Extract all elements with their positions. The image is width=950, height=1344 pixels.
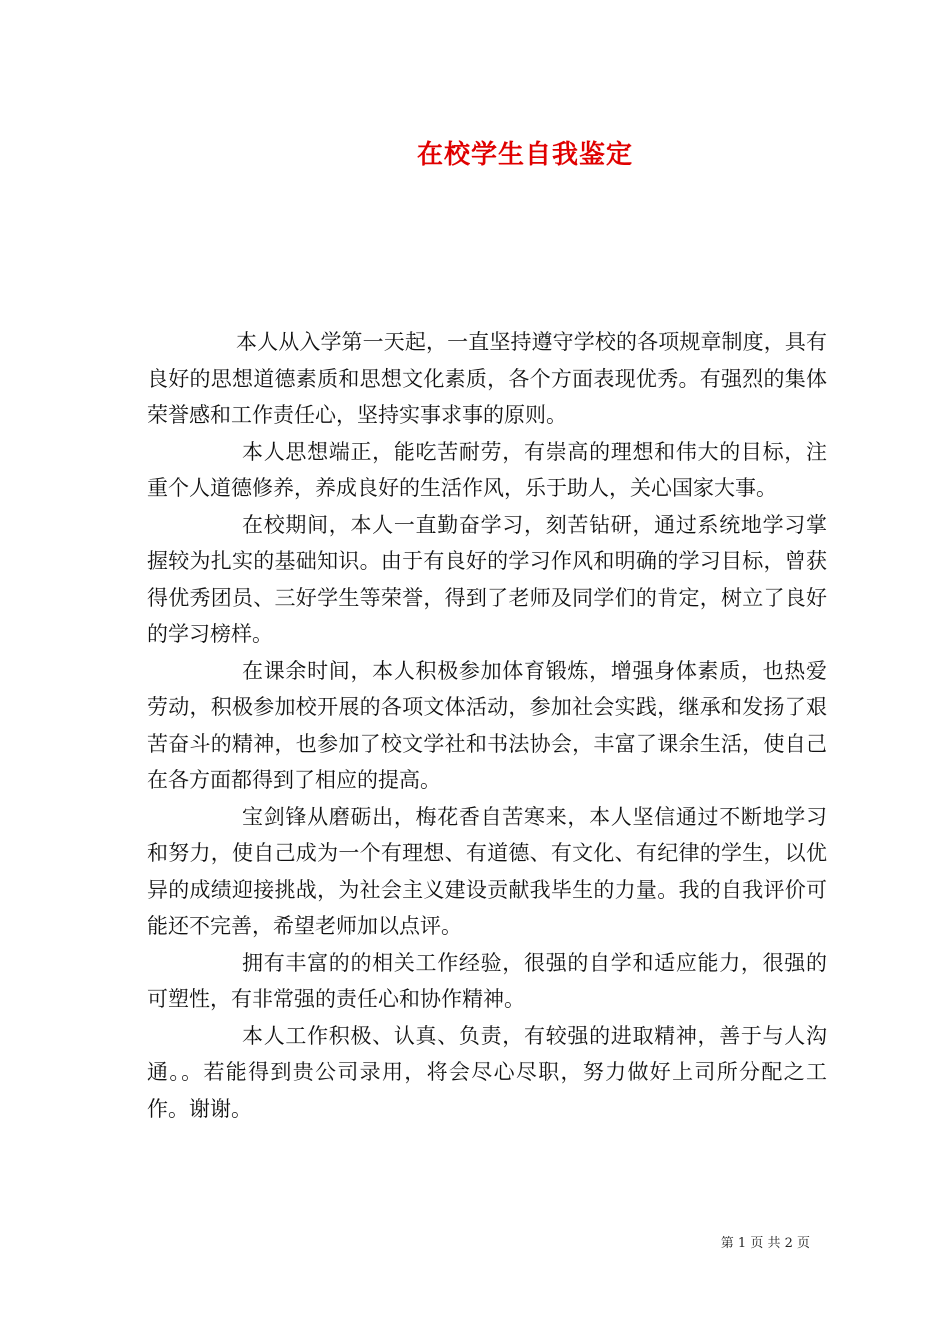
paragraph-1: 本人从入学第一天起，一直坚持遵守学校的各项规章制度，具有良好的思想道德素质和思想文化素质，各个方面表现优秀。有强烈的集体荣誉感和工作责任心，坚持实事求事的原则。 (147, 330, 827, 427)
document-title: 在校学生自我鉴定 (416, 140, 633, 170)
paragraph-4: 在课余时间，本人积极参加体育锻炼，增强身体素质，也热爱劳动，积极参加校开展的各项文体活动，参加社会实践，继承和发扬了艰苦奋斗的精神，也参加了校文学社和书法协会，丰富了课余生活，使自己在各方面都得到了相应的提高。 (147, 658, 827, 792)
paragraph-7: 本人工作积极、认真、负责，有较强的进取精神，善于与人沟通。。若能得到贵公司录用，将会尽心尽职，努力做好上司所分配之工作。谢谢。 (147, 1023, 827, 1121)
paragraph-2: 本人思想端正，能吃苦耐劳，有崇高的理想和伟大的目标，注重个人道德修养，养成良好的生活作风，乐于助人，关心国家大事。 (147, 439, 827, 500)
page-number-footer: 第 1 页 共 2 页 (720, 1236, 810, 1251)
paragraph-6: 拥有丰富的的相关工作经验，很强的自学和适应能力，很强的可塑性，有非常强的责任心和协作精神。 (147, 950, 827, 1011)
paragraph-5: 宝剑锋从磨砺出，梅花香自苦寒来，本人坚信通过不断地学习和努力，使自己成为一个有理想、有道德、有文化、有纪律的学生，以优异的成绩迎接挑战，为社会主义建设贡献我毕生的力量。我的自我评价可能还不完善，希望老师加以点评。 (147, 804, 827, 938)
paragraph-3: 在校期间，本人一直勤奋学习，刻苦钻研，通过系统地学习掌握较为扎实的基础知识。由于有良好的学习作风和明确的学习目标，曾获得优秀团员、三好学生等荣誉，得到了老师及同学们的肯定，树立了良好的学习榜样。 (147, 512, 827, 646)
document-body (147, 324, 827, 1127)
